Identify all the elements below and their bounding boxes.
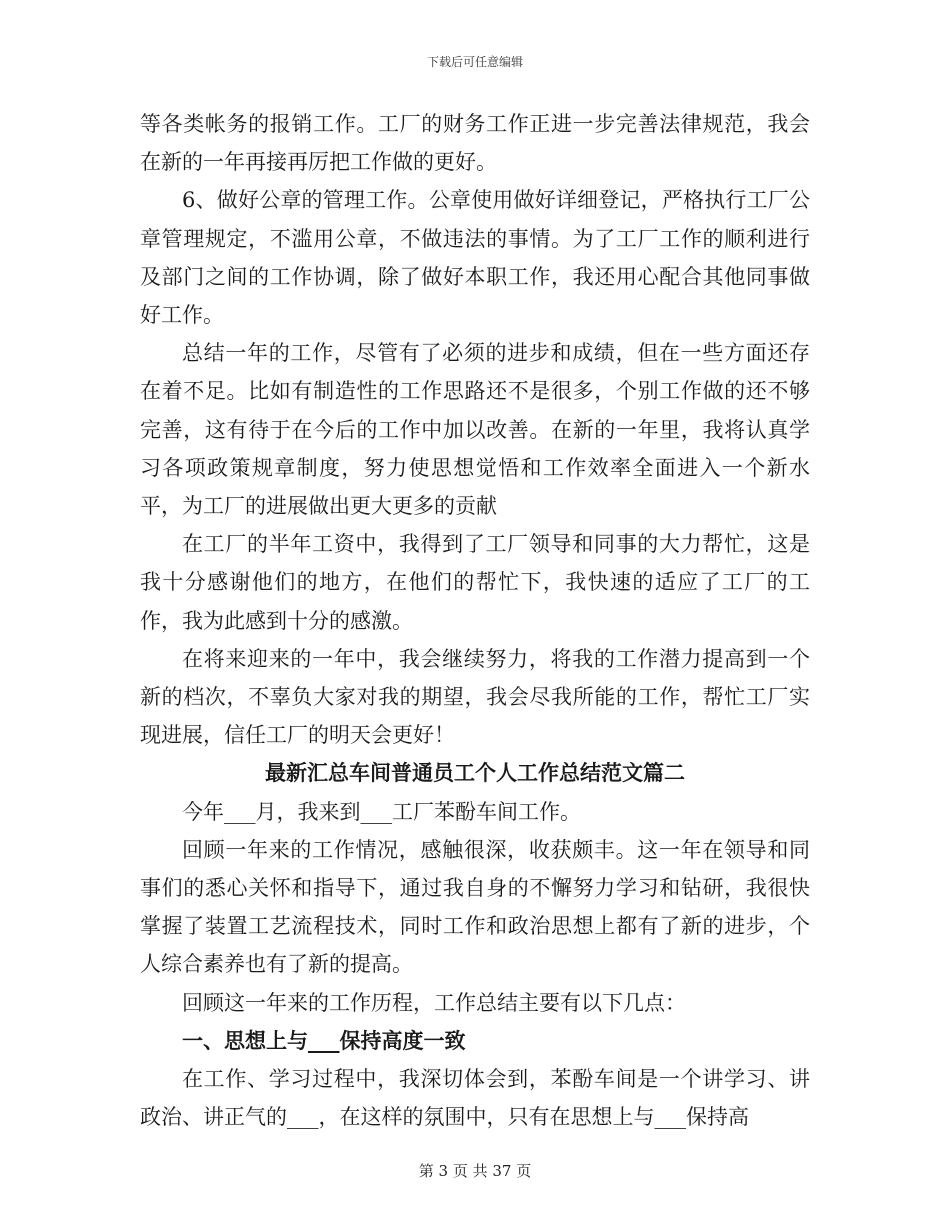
paragraph: 今年___月，我来到___工厂苯酚车间工作。	[182, 799, 581, 824]
page-header: 下载后可任意编辑	[426, 55, 523, 69]
paragraph: 6、做好公章的管理工作。公章使用做好详细登记，严格执行工厂公章管理规定，不滥用公章，不做违法的事情。为了工厂工作的顺利进行及部门之间的工作协调，除了做好本职工作，我还用心配合其他同事做好工作。	[140, 188, 810, 328]
document-body	[140, 105, 810, 1136]
section-title: 最新汇总车间普通员工个人工作总结范文篇二	[265, 760, 685, 786]
paragraph: 回顾这一年来的工作历程，工作总结主要有以下几点：	[182, 990, 686, 1015]
sub-heading: 一、思想上与___保持高度一致	[182, 1027, 466, 1053]
page-footer: 第 3 页 共 37 页	[418, 1162, 532, 1180]
paragraph: 回顾一年来的工作情况，感触很深，收获颇丰。这一年在领导和同事们的悉心关怀和指导下，通过我自身的不懈努力学习和钻研，我很快掌握了装置工艺流程技术，同时工作和政治思想上都有了新的进步，个人综合素养也有了新的提高。	[140, 837, 810, 977]
paragraph: 等各类帐务的报销工作。工厂的财务工作正进一步完善法律规范，我会在新的一年再接再厉把工作做的更好。	[140, 112, 810, 175]
paragraph: 总结一年的工作，尽管有了必须的进步和成绩，但在一些方面还存在着不足。比如有制造性的工作思路还不是很多，个别工作做的还不够完善，这有待于在今后的工作中加以改善。在新的一年里，我将认真学习各项政策规章制度，努力使思想觉悟和工作效率全面进入一个新水平，为工厂的进展做出更大更多的贡献	[140, 341, 810, 519]
paragraph: 在工厂的半年工资中，我得到了工厂领导和同事的大力帮忙，这是我十分感谢他们的地方，在他们的帮忙下，我快速的适应了工厂的工作，我为此感到十分的感激。	[140, 532, 810, 633]
paragraph: 在将来迎来的一年中，我会继续努力，将我的工作潜力提高到一个新的档次，不辜负大家对我的期望，我会尽我所能的工作，帮忙工厂实现进展，信任工厂的明天会更好！	[140, 646, 810, 748]
paragraph: 在工作、学习过程中，我深切体会到，苯酚车间是一个讲学习、讲政治、讲正气的___，在这样的氛围中，只有在思想上与___保持高	[140, 1067, 810, 1130]
